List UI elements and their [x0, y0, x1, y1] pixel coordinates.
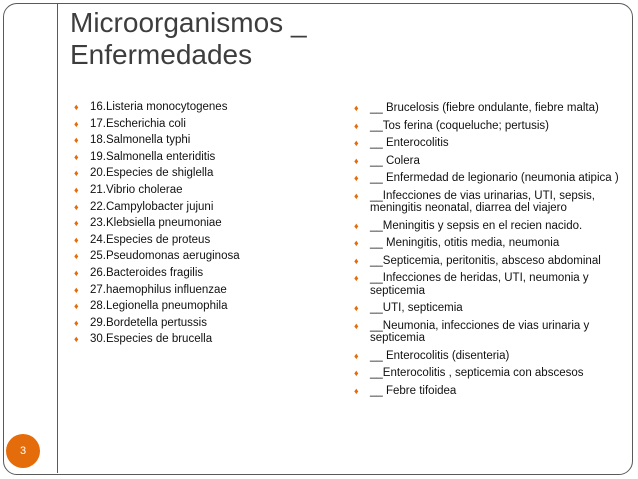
- microorganism-item: [74, 298, 324, 315]
- disease-item: [354, 190, 619, 215]
- diamond-bullet-icon: ♦: [74, 168, 79, 179]
- disease-item-text: __Neumonia, infecciones de vias urinaria y septicemia: [370, 319, 590, 344]
- disease-item: [354, 172, 619, 185]
- disease-list: [354, 102, 619, 402]
- microorganism-item-text: 22.Campylobacter jujuni: [90, 200, 214, 213]
- diamond-bullet-icon: ♦: [74, 102, 79, 112]
- microorganism-list: [74, 99, 324, 348]
- diamond-bullet-icon: ♦: [354, 138, 359, 148]
- disease-item: [354, 367, 619, 380]
- disease-item: [354, 120, 619, 133]
- page-number-badge: 3: [6, 434, 40, 468]
- disease-item: [354, 137, 619, 150]
- microorganism-item: [74, 282, 324, 299]
- microorganism-item: [74, 215, 324, 232]
- diamond-bullet-icon: ♦: [354, 303, 359, 313]
- disease-item-text: __ Enterocolitis: [370, 137, 449, 149]
- diamond-bullet-icon: ♦: [354, 120, 359, 131]
- disease-item-text: __Infecciones de vias urinarias, UTI, sepsis, meningitis neonatal, diarrea del viajero: [370, 189, 595, 214]
- disease-item: [354, 102, 619, 115]
- microorganism-item: [74, 182, 324, 199]
- disease-item-text: __UTI, septicemia: [370, 302, 463, 314]
- microorganism-item-text: 26.Bacteroides fragilis: [90, 266, 204, 279]
- disease-item-text: __ Colera: [370, 154, 420, 167]
- disease-item: [354, 385, 619, 398]
- diamond-bullet-icon: ♦: [354, 320, 359, 331]
- microorganism-item: [74, 248, 324, 265]
- diamond-bullet-icon: ♦: [74, 118, 79, 129]
- diamond-bullet-icon: ♦: [74, 135, 79, 146]
- microorganism-item: [74, 99, 324, 116]
- diamond-bullet-icon: ♦: [74, 284, 79, 295]
- disease-item-text: __ Brucelosis (fiebre ondulante, fiebre malta): [370, 102, 599, 114]
- disease-item: [354, 302, 619, 315]
- disease-item: [354, 320, 619, 345]
- title-line-1: Microorganismos _: [70, 7, 307, 38]
- microorganism-item: [74, 149, 324, 166]
- diamond-bullet-icon: ♦: [354, 273, 359, 283]
- diamond-bullet-icon: ♦: [74, 334, 79, 345]
- disease-item: [354, 272, 619, 297]
- diamond-bullet-icon: ♦: [354, 238, 359, 248]
- diamond-bullet-icon: ♦: [74, 317, 79, 328]
- disease-item-text: __Septicemia, peritonitis, absceso abdominal: [370, 254, 601, 267]
- microorganism-item-text: 20.Especies de shiglella: [90, 167, 214, 180]
- microorganism-item-text: 27.haemophilus influenzae: [90, 283, 227, 296]
- diamond-bullet-icon: ♦: [74, 201, 79, 212]
- diamond-bullet-icon: ♦: [74, 218, 79, 229]
- microorganism-item-text: 30.Especies de brucella: [90, 333, 213, 346]
- microorganism-item-text: 24.Especies de proteus: [90, 233, 211, 246]
- microorganism-item: [74, 165, 324, 182]
- microorganism-item-text: 28.Legionella pneumophila: [90, 300, 228, 313]
- microorganism-item-text: 29.Bordetella pertussis: [90, 316, 207, 329]
- vertical-divider: [57, 4, 58, 473]
- microorganism-item-text: 17.Escherichia coli: [90, 117, 186, 130]
- microorganism-item: [74, 265, 324, 282]
- diamond-bullet-icon: ♦: [354, 173, 359, 183]
- microorganism-item-text: 16.Listeria monocytogenes: [90, 101, 228, 113]
- slide-title: [70, 7, 490, 71]
- diamond-bullet-icon: ♦: [354, 103, 359, 113]
- disease-item-text: __ Febre tifoidea: [370, 384, 457, 397]
- microorganism-item-text: 25.Pseudomonas aeruginosa: [90, 250, 240, 263]
- diamond-bullet-icon: ♦: [74, 267, 79, 278]
- title-line-2: Enfermedades: [70, 39, 253, 70]
- microorganism-item-text: 19.Salmonella enteriditis: [90, 150, 216, 163]
- microorganism-item: [74, 315, 324, 332]
- microorganism-item-text: 21.Vibrio cholerae: [90, 183, 183, 196]
- disease-item-text: __Tos ferina (coqueluche; pertusis): [370, 119, 549, 132]
- diamond-bullet-icon: ♦: [354, 220, 359, 231]
- microorganism-item: [74, 116, 324, 133]
- disease-item-text: __ Enfermedad de legionario (neumonia atipica ): [370, 172, 619, 184]
- disease-item: [354, 237, 619, 250]
- microorganism-item-text: 18.Salmonella typhi: [90, 134, 191, 147]
- diamond-bullet-icon: ♦: [354, 368, 359, 378]
- diamond-bullet-icon: ♦: [74, 234, 79, 245]
- microorganism-item: [74, 232, 324, 249]
- microorganism-item: [74, 331, 324, 348]
- disease-item-text: __ Enterocolitis (disenteria): [370, 349, 510, 362]
- disease-item-text: __Enterocolitis , septicemia con abscesos: [370, 367, 584, 379]
- disease-item: [354, 220, 619, 233]
- microorganism-item: [74, 199, 324, 216]
- diamond-bullet-icon: ♦: [74, 151, 79, 162]
- diamond-bullet-icon: ♦: [74, 184, 79, 195]
- disease-item: [354, 350, 619, 363]
- diamond-bullet-icon: ♦: [74, 251, 79, 262]
- microorganism-item: [74, 132, 324, 149]
- disease-item: [354, 255, 619, 268]
- diamond-bullet-icon: ♦: [354, 350, 359, 361]
- diamond-bullet-icon: ♦: [354, 255, 359, 266]
- diamond-bullet-icon: ♦: [354, 385, 359, 396]
- diamond-bullet-icon: ♦: [74, 301, 79, 312]
- diamond-bullet-icon: ♦: [354, 190, 359, 201]
- microorganism-item-text: 23.Klebsiella pneumoniae: [90, 217, 222, 230]
- disease-item-text: __Infecciones de heridas, UTI, neumonia y septicemia: [370, 272, 589, 297]
- disease-item: [354, 155, 619, 168]
- disease-item-text: __Meningitis y sepsis en el recien nacido.: [370, 219, 583, 232]
- diamond-bullet-icon: ♦: [354, 155, 359, 166]
- disease-item-text: __ Meningitis, otitis media, neumonia: [370, 237, 560, 249]
